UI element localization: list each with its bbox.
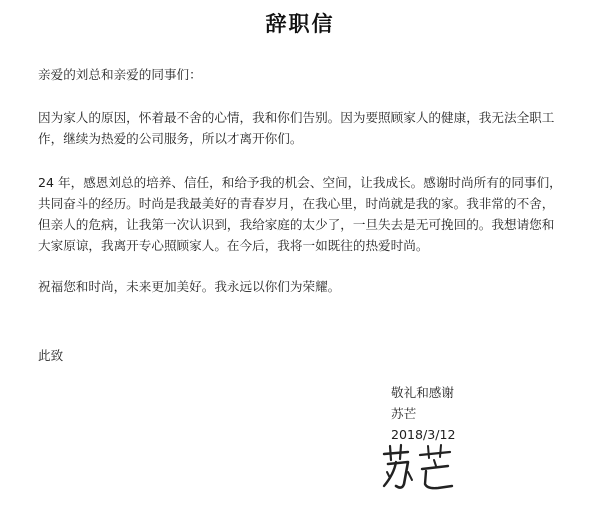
letter-regards: 敬礼和感谢	[391, 385, 454, 400]
letter-greeting: 亲爱的刘总和亲爱的同事们：	[38, 67, 202, 82]
letter-paragraph-2: 24 年，感恩刘总的培养、信任，和给予我的机会、空间，让我成长。感谢时尚所有的同事们，共同奋斗的经历。时尚是我最美好的青春岁月，在我心里，时尚就是我的家。我非常的不舍，但亲人的危病，让我第一次认识到，我给家庭的太少了，一旦失去是无可挽回的。我想请您和大家原谅，我离开专心照顾家人。在今后，我将一如既往的热爱时尚。	[38, 175, 562, 253]
letter-closing: 此致	[38, 348, 64, 363]
letter-title: 辞职信	[265, 12, 335, 36]
letter-paragraph-1: 因为家人的原因，怀着最不舍的心情，我和你们告别。因为要照顾家人的健康，我无法全职工作，继续为热爱的公司服务，所以才离开你们。	[38, 110, 555, 146]
letter-date: 2018/3/12	[391, 427, 456, 442]
letter-author: 苏芒	[391, 406, 417, 421]
signature-block	[391, 382, 456, 445]
handwritten-signature	[378, 440, 458, 500]
letter-paragraph-3: 祝福您和时尚，未来更加美好。我永远以你们为荣耀。	[38, 279, 341, 294]
